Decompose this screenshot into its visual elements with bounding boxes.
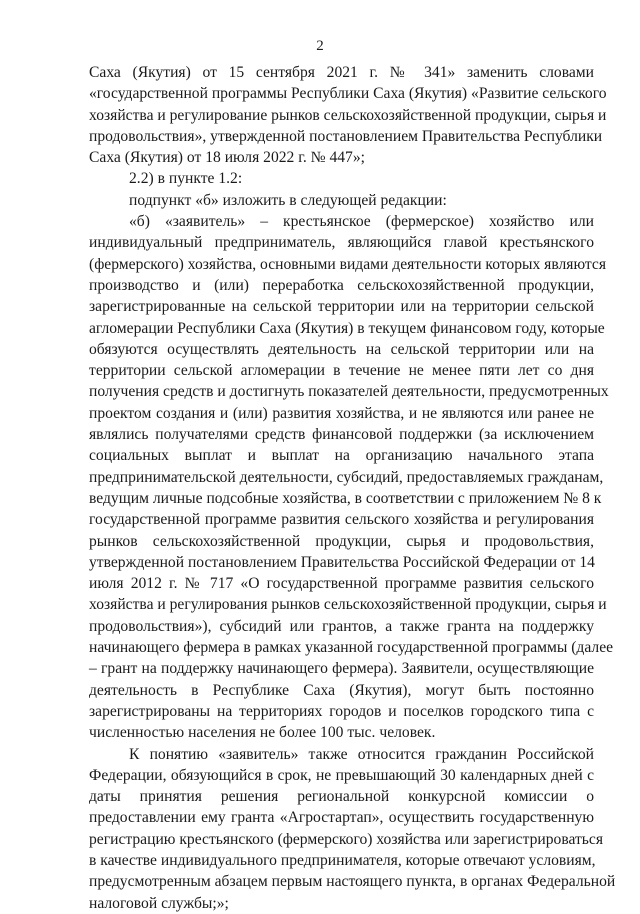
text-line: продовольствия», утвержденной постановлением Правительства Республики [89,127,603,145]
text-line: – грант на поддержку начинающего фермера). Заявители, осуществляющие [89,660,594,678]
text-line: К понятию «заявитель» также относится гражданин Российской [129,745,594,763]
text-line: производство и (или) переработка сельскохозяйственной продукции, [89,276,594,294]
text-line: государственной программе развития сельского хозяйства и регулирования [89,511,594,529]
text-line: хозяйства и регулирование рынков сельскохозяйственной продукции, сырья и [89,106,607,124]
text-line: проектом создания и (или) развития хозяйства, и не являются или ранее не [89,404,594,422]
text-line: территории сельской агломерации в течение не менее пяти лет со дня [89,362,594,380]
text-line: «б) «заявитель» – крестьянское (фермерское) хозяйство или [129,213,594,231]
text-line: 2.2) в пункте 1.2: [129,170,243,188]
text-line: рынков сельскохозяйственной продукции, сырья и продовольствия, [89,532,594,550]
text-line: налоговой службы;»; [89,894,229,912]
paragraph [89,211,614,743]
text-line: Саха (Якутия) от 15 сентября 2021 г. № 341» заменить словами [89,64,594,81]
text-line: предпринимательской деятельности, субсидий, предоставляемых гражданам, [89,468,604,486]
text-line: Саха (Якутия) от 18 июля 2022 г. № 447»; [89,149,365,167]
paragraph [89,190,594,211]
text-line: агломерации Республики Саха (Якутия) в текущем финансовом году, которые [89,319,605,337]
text-line: (фермерского) хозяйства, основными видами деятельности которых являются [89,255,607,273]
text-line: регистрацию крестьянского (фермерского) хозяйства или зарегистрироваться [89,830,604,848]
paragraph [89,168,594,189]
text-line: получения средств и достигнуть показателей деятельности, предусмотренных [89,383,609,401]
text-line: индивидуальный предприниматель, являющийся главой крестьянского [89,234,594,252]
text-line: в качестве индивидуального предпринимателя, которые отвечают условиям, [89,851,596,869]
page-number: 2 [316,38,324,54]
text-line: утвержденной постановлением Правительства Российской Федерации от 14 [89,553,595,571]
paragraph [89,62,607,168]
text-line: ведущим личные подсобные хозяйства, в соответствии с приложением № 8 к [89,489,602,507]
text-line: «государственной программы Республики Саха (Якутия) «Развитие сельского [89,85,607,103]
text-line: численностью населения не более 100 тыс. человек. [89,724,436,742]
text-line: Федерации, обязующийся в срок, не превышающий 30 календарных дней с [89,766,594,784]
text-line: предусмотренным абзацем первым настоящего пункта, в органах Федеральной [89,873,616,891]
text-line: являлись получателями средств финансовой поддержки (за исключением [89,426,594,444]
text-line: зарегистрированы на территориях городов и поселков городского типа с [89,702,594,720]
text-line: начинающего фермера в рамках указанной государственной программы (далее [89,639,614,657]
text-line: июля 2012 г. № 717 «О государственной программе развития сельского [89,575,594,593]
text-line: социальных выплат и выплат на организацию начального этапа [89,447,594,465]
text-line: даты принятия решения региональной конкурсной комиссии о [89,788,594,806]
text-line: предоставлении ему гранта «Агростартап», осуществить государственную [89,809,594,827]
text-line: деятельность в Республике Саха (Якутия), могут быть постоянно [89,681,594,699]
text-line: зарегистрированные на сельской территории или на территории сельской [89,298,594,316]
text-line: подпункт «б» изложить в следующей редакции: [129,191,447,209]
paragraph [89,744,616,914]
document-body [89,62,616,914]
text-line: продовольствия»), субсидий или грантов, а также гранта на поддержку [89,617,594,635]
text-line: обязуются осуществлять деятельность на сельской территории или на [89,340,594,358]
text-line: хозяйства и регулирования рынков сельскохозяйственной продукции, сырья и [89,596,607,614]
